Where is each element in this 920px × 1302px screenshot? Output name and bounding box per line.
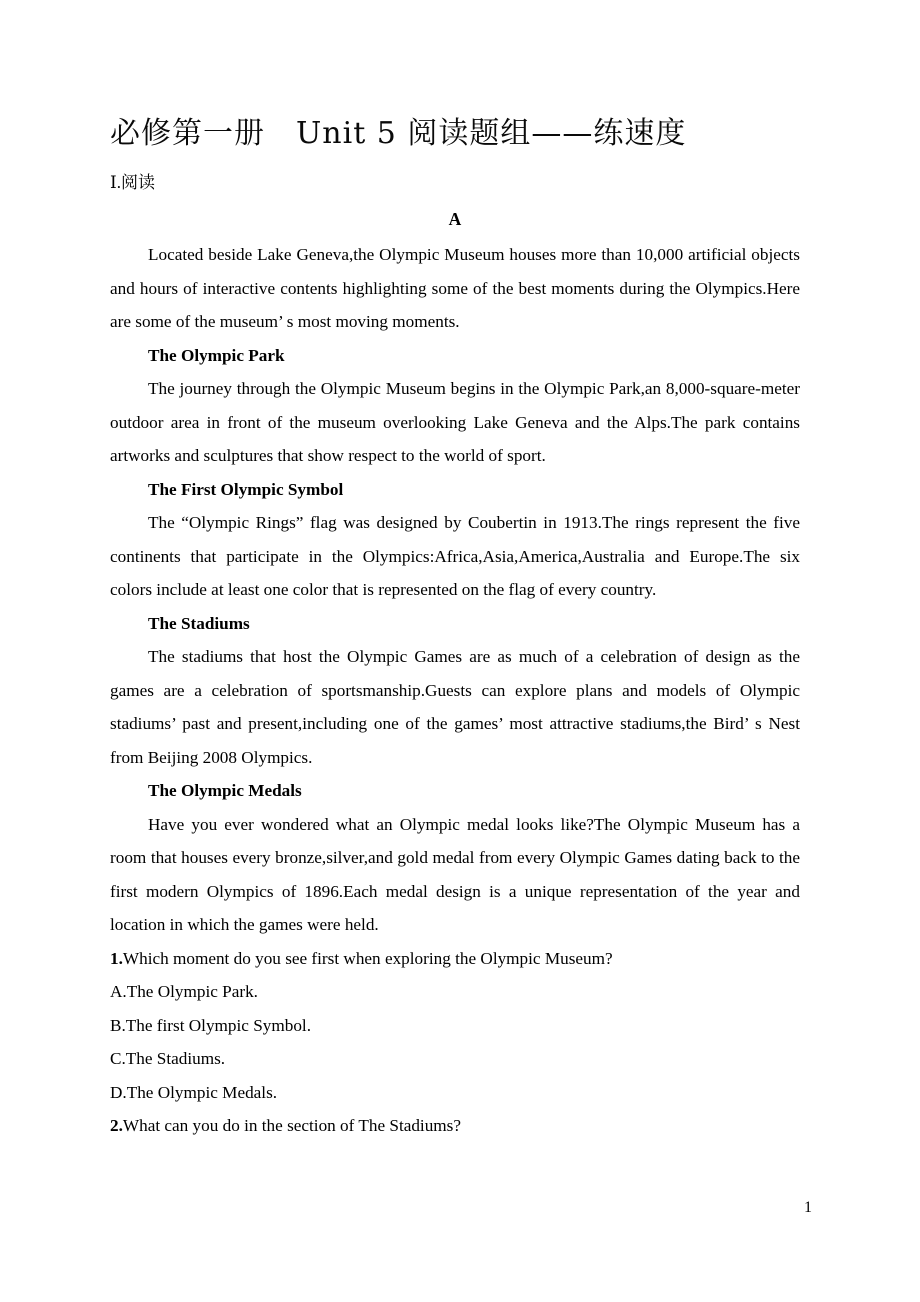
question-1-option-d[interactable]: D.The Olympic Medals. <box>110 1082 278 1102</box>
question-1-option-b[interactable]: B.The first Olympic Symbol. <box>110 1015 311 1035</box>
question-1 <box>110 942 800 976</box>
question-1-number: 1. <box>110 948 123 968</box>
paragraph-olympic-park: The journey through the Olympic Museum begins in the Olympic Park,an 8,000-square-meter outdoor area in front of the museum overlooking Lake Geneva and the Alps.The park contains artworks and sculptures that show respect to the world of sport. <box>110 379 800 465</box>
question-1-option-c[interactable]: C.The Stadiums. <box>110 1049 226 1068</box>
paragraph-stadiums: The stadiums that host the Olympic Games are as much of a celebration of design as the games are a celebration of sportsmanship.Guests can explore plans and models of Olympic stadiums’ past and present,including one of the games’ most attractive stadiums,the Bird’ s Nest from Beijing 2008 Olympics. <box>110 647 800 767</box>
passage-intro-paragraph: Located beside Lake Geneva,the Olympic Museum houses more than 10,000 artificial objects and hours of interactive contents highlighting some of the best moments during the Olympics.Here are some of the museum’ s most moving moments. <box>110 245 800 331</box>
paragraph-olympic-medals: Have you ever wondered what an Olympic medal looks like?The Olympic Museum has a room that houses every bronze,silver,and gold medal from every Olympic Games dating back to the first modern Olympics of 1896.Each medal design is a unique representation of the year and location in which the games were held. <box>110 814 800 934</box>
question-2 <box>110 1109 800 1143</box>
subheading-first-olympic-symbol: The First Olympic Symbol <box>148 479 344 499</box>
passage-letter: A <box>448 209 462 229</box>
page-number: 1 <box>804 1199 812 1216</box>
subheading-olympic-park: The Olympic Park <box>148 345 285 365</box>
question-1-option-a[interactable]: A.The Olympic Park. <box>110 982 258 1001</box>
paragraph-first-olympic-symbol: The “Olympic Rings” flag was designed by Coubertin in 1913.The rings represent the five continents that participate in the Olympics:Africa,Asia,America,Australia and Europe.The six colors include at least one color that is represented on the flag of every country. <box>110 513 800 599</box>
question-1-text: Which moment do you see first when exploring the Olympic Museum? <box>122 948 613 968</box>
page-title: 必修第一册 Unit 5 阅读题组——练速度 <box>110 116 687 151</box>
question-2-number: 2. <box>110 1116 123 1135</box>
section-label-reading: Ⅰ.阅读 <box>110 173 155 192</box>
document-body <box>110 168 800 1143</box>
subheading-olympic-medals: The Olympic Medals <box>148 781 302 800</box>
question-2-text: What can you do in the section of The Stadiums? <box>122 1116 461 1135</box>
subheading-stadiums: The Stadiums <box>148 613 250 633</box>
